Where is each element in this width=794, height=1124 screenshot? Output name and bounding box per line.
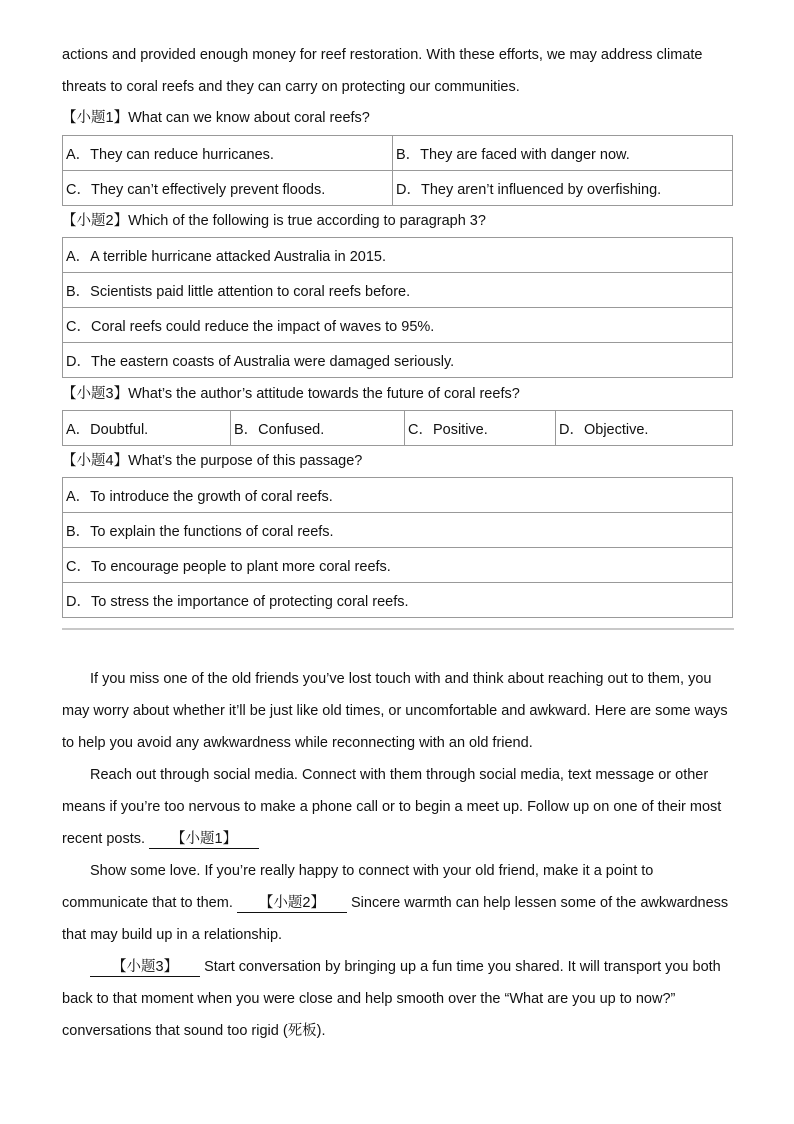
question-2-label: 【小题2】Which of the following is true according to paragraph 3? — [62, 213, 486, 229]
passage-paragraph-4 — [62, 951, 734, 1047]
q2-option-b[interactable]: B．Scientists paid little attention to coral reefs before. — [63, 273, 733, 308]
q3-option-b[interactable]: B．Confused. — [231, 411, 405, 446]
q3-option-c[interactable]: C．Positive. — [405, 411, 556, 446]
q4-option-a[interactable]: A．To introduce the growth of coral reefs. — [63, 478, 733, 513]
paragraph-2-text: Reach out through social media. Connect with them through social media, text message or other means if you’re too nervous to make a phone call or to begin a meet up. Follow up on one of their most recent posts. — [62, 767, 722, 847]
question-4-label: 【小题4】What’s the purpose of this passage? — [62, 453, 363, 469]
q4-option-d[interactable]: D．To stress the importance of protecting coral reefs. — [63, 583, 733, 618]
blank-2[interactable]: 【小题2】 — [237, 894, 347, 913]
q4-option-b[interactable]: B．To explain the functions of coral reefs. — [63, 513, 733, 548]
q3-option-d[interactable]: D．Objective. — [556, 411, 733, 446]
q2-option-d[interactable]: D．The eastern coasts of Australia were damaged seriously. — [63, 343, 733, 378]
passage-paragraph-2 — [62, 759, 734, 855]
q3-option-a[interactable]: A．Doubtful. — [63, 411, 231, 446]
paragraph-3-text-a: Show some love. If you’re really happy to connect with your old friend, make it a point to communicate that to them. — [62, 863, 654, 911]
q2-option-a[interactable]: A．A terrible hurricane attacked Australia in 2015. — [63, 238, 733, 273]
section-divider — [62, 628, 734, 630]
passage-2 — [62, 663, 734, 1047]
passage-paragraph-1: If you miss one of the old friends you’ve lost touch with and think about reaching out to them, you may worry about whether it’ll be just like old times, or uncomfortable and awkward. Here are some ways to help you avoid any awkwardness while reconnecting with an old friend. — [62, 671, 728, 751]
q1-option-a[interactable]: A．They can reduce hurricanes. — [63, 136, 393, 171]
q1-option-c[interactable]: C．They can’t effectively prevent floods. — [63, 171, 393, 206]
intro-line-2: threats to coral reefs and they can carry on protecting our communities. — [62, 79, 520, 95]
q1-option-b[interactable]: B．They are faced with danger now. — [393, 136, 733, 171]
passage-paragraph-3 — [62, 855, 734, 951]
paragraph-4-text: Start conversation by bringing up a fun time you shared. It will transport you both back to that moment when you were close and help smooth over the “What are you up to now?” conversations that sound too rigid (死板). — [62, 959, 721, 1039]
question-3-label: 【小题3】What’s the author’s attitude towards the future of coral reefs? — [62, 386, 520, 402]
q2-option-c[interactable]: C．Coral reefs could reduce the impact of waves to 95%. — [63, 308, 733, 343]
question-2-options — [62, 237, 733, 378]
blank-1[interactable]: 【小题1】 — [149, 830, 259, 849]
intro-text — [62, 39, 734, 103]
question-3-options — [62, 410, 733, 446]
intro-line-1: actions and provided enough money for reef restoration. With these efforts, we may address climate — [62, 47, 703, 63]
question-1-label: 【小题1】What can we know about coral reefs? — [62, 110, 370, 126]
paragraph-3-text-b: Sincere warmth can help lessen some of the awkwardness that may build up in a relationship. — [62, 895, 729, 943]
q4-option-c[interactable]: C．To encourage people to plant more coral reefs. — [63, 548, 733, 583]
question-1-options — [62, 135, 733, 206]
q1-option-d[interactable]: D．They aren’t influenced by overfishing. — [393, 171, 733, 206]
question-4-options — [62, 477, 733, 618]
blank-3[interactable]: 【小题3】 — [90, 958, 200, 977]
